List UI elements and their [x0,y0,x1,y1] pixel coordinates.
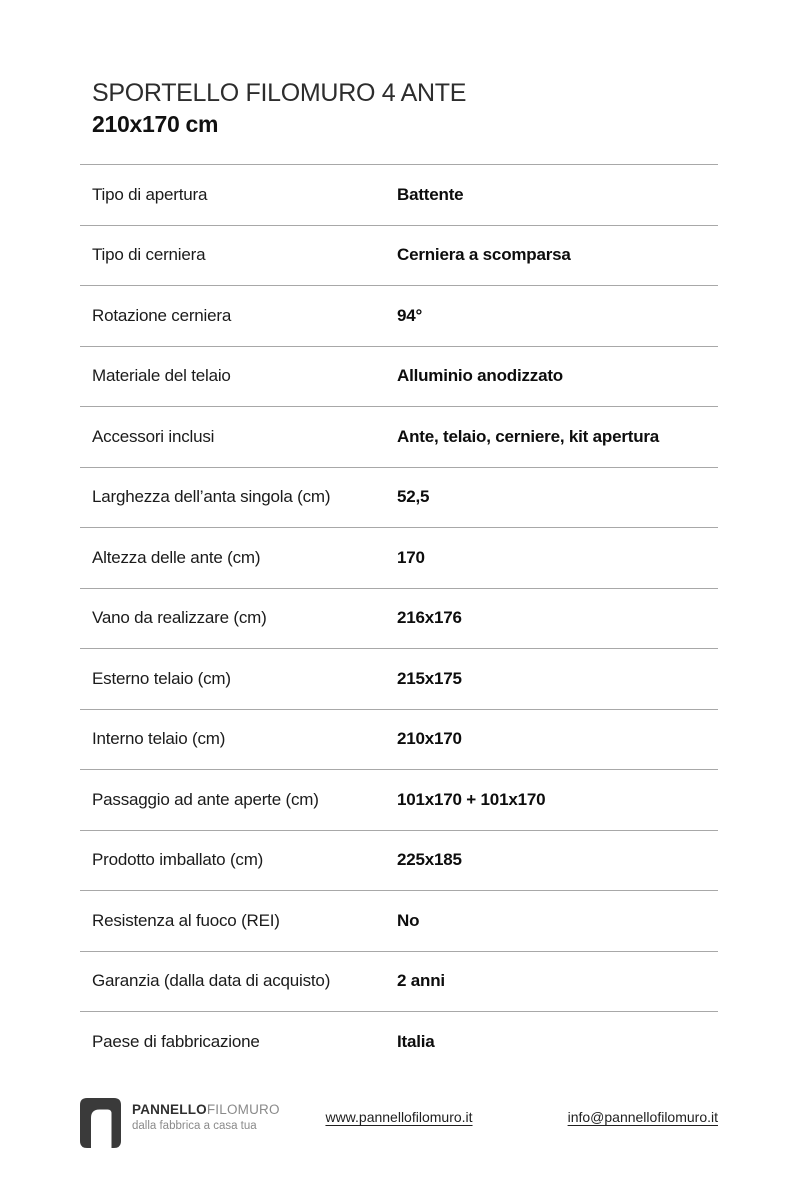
spec-value: 94° [397,305,423,325]
table-row [80,346,718,407]
brand-name-bold: PANNELLO [132,1102,207,1117]
spec-label: Paese di fabbricazione [92,1031,260,1051]
brand-text [132,1098,280,1134]
spec-value: 216x176 [397,608,462,628]
spec-value: Cerniera a scomparsa [397,245,571,265]
table-row [80,648,718,709]
spec-value: 52,5 [397,487,430,507]
product-size: 210x170 cm [92,111,219,137]
spec-value: 225x185 [397,850,462,870]
table-row [80,769,718,830]
spec-label: Interno telaio (cm) [92,729,226,749]
table-row [80,951,718,1012]
table-row [80,164,718,225]
table-row [80,588,718,649]
spec-label: Altezza delle ante (cm) [92,547,261,567]
spec-value: 101x170 + 101x170 [397,789,546,809]
spec-label: Esterno telaio (cm) [92,668,231,688]
brand-logo [80,1098,280,1148]
spec-value: Battente [397,184,464,204]
spec-value: Ante, telaio, cerniere, kit apertura [397,426,660,446]
spec-value: Italia [397,1031,435,1051]
spec-value: 170 [397,547,425,567]
page-footer [80,1096,718,1156]
spec-label: Rotazione cerniera [92,305,232,325]
email-link[interactable]: info@pannellofilomuro.it [567,1109,718,1125]
spec-label: Tipo di apertura [92,184,208,204]
spec-label: Vano da realizzare (cm) [92,608,267,628]
table-row [80,709,718,770]
table-row [80,225,718,286]
spec-label: Resistenza al fuoco (REI) [92,910,280,930]
spec-label: Materiale del telaio [92,366,231,386]
spec-label: Prodotto imballato (cm) [92,850,264,870]
table-row [80,527,718,588]
spec-value: Alluminio anodizzato [397,366,563,386]
table-row [80,830,718,891]
brand-tagline: dalla fabbrica a casa tua [132,1119,257,1132]
brand-name-light: FILOMURO [206,1102,280,1117]
spec-label: Passaggio ad ante aperte (cm) [92,789,319,809]
table-row [80,1011,718,1072]
spec-value: No [397,910,420,930]
spec-label: Tipo di cerniera [92,245,206,265]
brand-name [132,1102,280,1119]
spec-label: Larghezza dell’anta singola (cm) [92,487,331,507]
page-title [92,78,466,138]
table-row [80,285,718,346]
table-row [80,467,718,528]
table-row [80,890,718,951]
website-link[interactable]: www.pannellofilomuro.it [325,1109,473,1125]
spec-table [80,164,718,1072]
door-icon [80,1098,121,1148]
product-name: SPORTELLO FILOMURO 4 ANTE [92,79,467,107]
spec-value: 210x170 [397,729,462,749]
spec-label: Accessori inclusi [92,426,215,446]
spec-value: 215x175 [397,668,462,688]
spec-value: 2 anni [397,971,445,991]
table-row [80,406,718,467]
spec-label: Garanzia (dalla data di acquisto) [92,971,331,991]
